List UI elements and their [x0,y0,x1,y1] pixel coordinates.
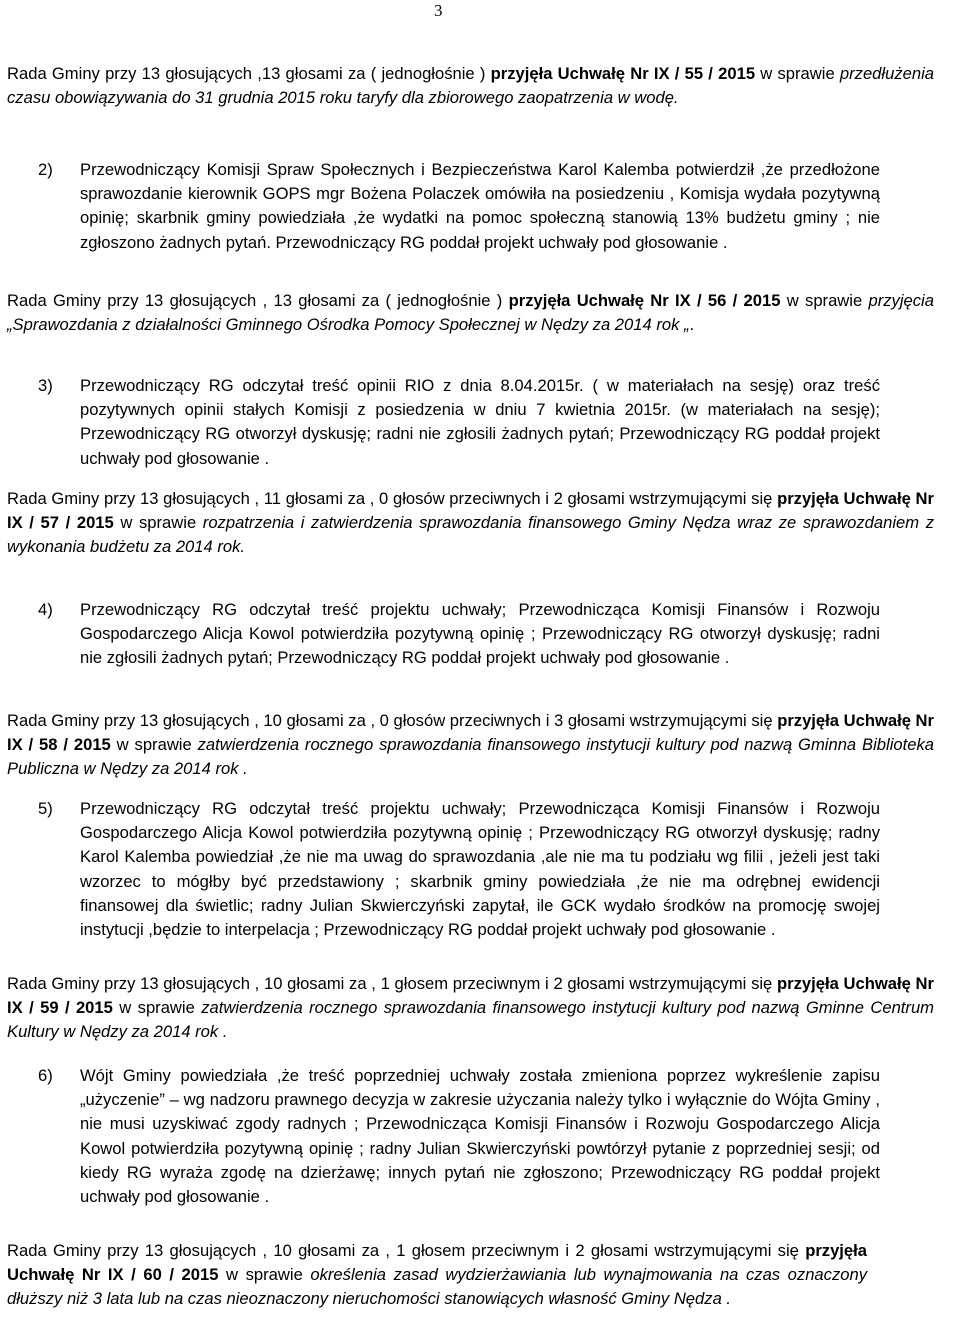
item-5-number: 5) [38,799,53,818]
resolution-59-intro: Rada Gminy przy 13 głosujących , 10 głosami za , 1 głosem przeciwnym i 2 głosami wstrzymującymi się [7,974,777,993]
resolution-56-intro: Rada Gminy przy 13 głosujących , 13 głosami za ( jednogłośnie ) [7,291,509,310]
resolution-58-title: przyjęła Uchwałę Nr IX / 58 / 2015 [7,711,934,755]
resolution-55-title: przyjęła Uchwałę Nr IX / 55 / 2015 [490,64,756,83]
resolution-55-subject: przedłużenia czasu obowiązywania do 31 grudnia 2015 roku taryfy dla zbiorowego zaopatrzenia w wodę. [7,64,934,108]
resolution-58-subject: zatwierdzenia rocznego sprawozdania finansowego instytucji kultury pod nazwą Gminna Biblioteka Publiczna w Nędzy za 2014 rok . [7,735,934,779]
resolution-59-title: przyjęła Uchwałę Nr IX / 59 / 2015 [7,974,934,1018]
item-4-text: Przewodniczący RG odczytał treść projektu uchwały; Przewodnicząca Komisji Finansów i Rozwoju Gospodarczego Alicja Kowol potwierdziła pozytywną opinię ; Przewodniczący RG otworzył dyskusję; radni nie zgłosili żadnych pytań; Przewodniczący RG poddał projekt uchwały pod głosowanie . [80,600,880,668]
resolution-56-subject: przyjęcia „Sprawozdania z działalności Gminnego Ośrodka Pomocy Społecznej w Nędzy za 2014 rok „ [7,291,934,335]
resolution-57-subject: rozpatrzenia i zatwierdzenia sprawozdania finansowego Gminy Nędza wraz ze sprawozdaniem z wykonania budżetu za 2014 rok. [7,513,935,557]
item-6-text: Wójt Gminy powiedziała ,że treść poprzedniej uchwały została zmieniona poprzez wykreślenie zapisu „użyczenie” – wg nadzoru prawnego decyzja w zakresie użyczania należy tylko i wyłącznie do Wójta Gminy , nie musi uzyskiwać zgody radnych ; Przewodnicząca Komisji Finansów i Rozwoju Gospodarczego Alicja Kowol potwierdziła pozytywną opinię ; radny Julian Skwierczyński powtórzył pytanie z poprzedniej sesji; od kiedy RG wyraża zgodę na dzierżawę; innych pytań nie zgłoszono; Przewodniczący RG poddał projekt uchwały pod głosowanie . [80,1066,880,1207]
resolution-56-end: . [689,315,695,335]
resolution-59-subject: zatwierdzenia rocznego sprawozdania finansowego instytucji kultury pod nazwą Gminne Centrum Kultury w Nędzy za 2014 rok . [7,998,934,1042]
resolution-56-paragraph [7,289,934,337]
item-5-text: Przewodniczący RG odczytał treść projektu uchwały; Przewodnicząca Komisji Finansów i Rozwoju Gospodarczego Alicja Kowol potwierdziła pozytywną opinię ; Przewodniczący RG otworzył dyskusję; radny Karol Kalemba powiedział ,że nie ma uwag do sprawozdania ,ale nie ma tu podziału wg filii , jeżeli jest taki wzorzec to mógłby być przedstawiony ; skarbnik gminy powiedziała ,że nie ma odrębnej ewidencji finansowej dla świetlic; radny Julian Skwierczyński zapytał, ile GCK wydało środków na promocję swojej instytucji ,będzie to interpelacja ; Przewodniczący RG poddał projekt uchwały pod głosowanie . [80,799,880,940]
resolution-60-paragraph [7,1239,867,1312]
page-number: 3 [434,1,443,20]
resolution-55-intro: Rada Gminy przy 13 głosujących ,13 głosami za ( jednogłośnie ) [7,64,491,83]
resolution-56-in-matter: w sprawie [780,291,869,310]
resolution-59-paragraph [7,972,934,1045]
resolution-55-paragraph [7,62,934,110]
resolution-60-title: przyjęła Uchwałę Nr IX / 60 / 2015 [7,1241,867,1285]
item-2-number: 2) [38,160,53,179]
item-6-number: 6) [38,1066,53,1085]
resolution-60-subject: określenia zasad wydzierżawiania lub wynajmowania na czas oznaczony dłuższy niż 3 lata lub na czas nieoznaczony nieruchomości stanowiących własność Gminy Nędza . [7,1265,868,1309]
resolution-60-in-matter: w sprawie [218,1265,311,1285]
item-3-number: 3) [38,376,53,395]
item-3-text: Przewodniczący RG odczytał treść opinii RIO z dnia 8.04.2015r. ( w materiałach na sesję) oraz treść pozytywnych opinii stałych Komisji z posiedzenia w dniu 7 kwietnia 2015r. (w materiałach na sesję); Przewodniczący RG otworzył dyskusję; radni nie zgłosili żadnych pytań; Przewodniczący RG poddał projekt uchwały pod głosowanie . [80,376,880,468]
resolution-60-intro: Rada Gminy przy 13 głosujących , 10 głosami za , 1 głosem przeciwnym i 2 głosami wstrzymującymi się [7,1241,806,1260]
resolution-57-paragraph [7,487,934,560]
resolution-59-in-matter: w sprawie [112,998,202,1018]
resolution-58-in-matter: w sprawie [110,735,198,755]
resolution-58-paragraph [7,709,934,782]
resolution-57-in-matter: w sprawie [113,513,203,533]
resolution-55-in-matter: w sprawie [755,64,840,83]
resolution-58-intro: Rada Gminy przy 13 głosujących , 10 głosami za , 0 głosów przeciwnych i 3 głosami wstrzymującymi się [7,711,778,730]
resolution-57-title: przyjęła Uchwałę Nr IX / 57 / 2015 [7,489,934,533]
item-4-number: 4) [38,600,53,619]
resolution-56-title: przyjęła Uchwałę Nr IX / 56 / 2015 [508,291,781,310]
item-2-text: Przewodniczący Komisji Spraw Społecznych i Bezpieczeństwa Karol Kalemba potwierdził ,że przedłożone sprawozdanie kierownik GOPS mgr Bożena Polaczek omówiła na posiedzeniu , Komisja wydała pozytywną opinię; skarbnik gminy powiedziała ,że wydatki na pomoc społeczną stanowią 13% budżetu gminy ; nie zgłoszono żadnych pytań. Przewodniczący RG poddał projekt uchwały pod głosowanie . [80,160,880,252]
resolution-57-intro: Rada Gminy przy 13 głosujących , 11 głosami za , 0 głosów przeciwnych i 2 głosami wstrzymującymi się [7,489,778,508]
